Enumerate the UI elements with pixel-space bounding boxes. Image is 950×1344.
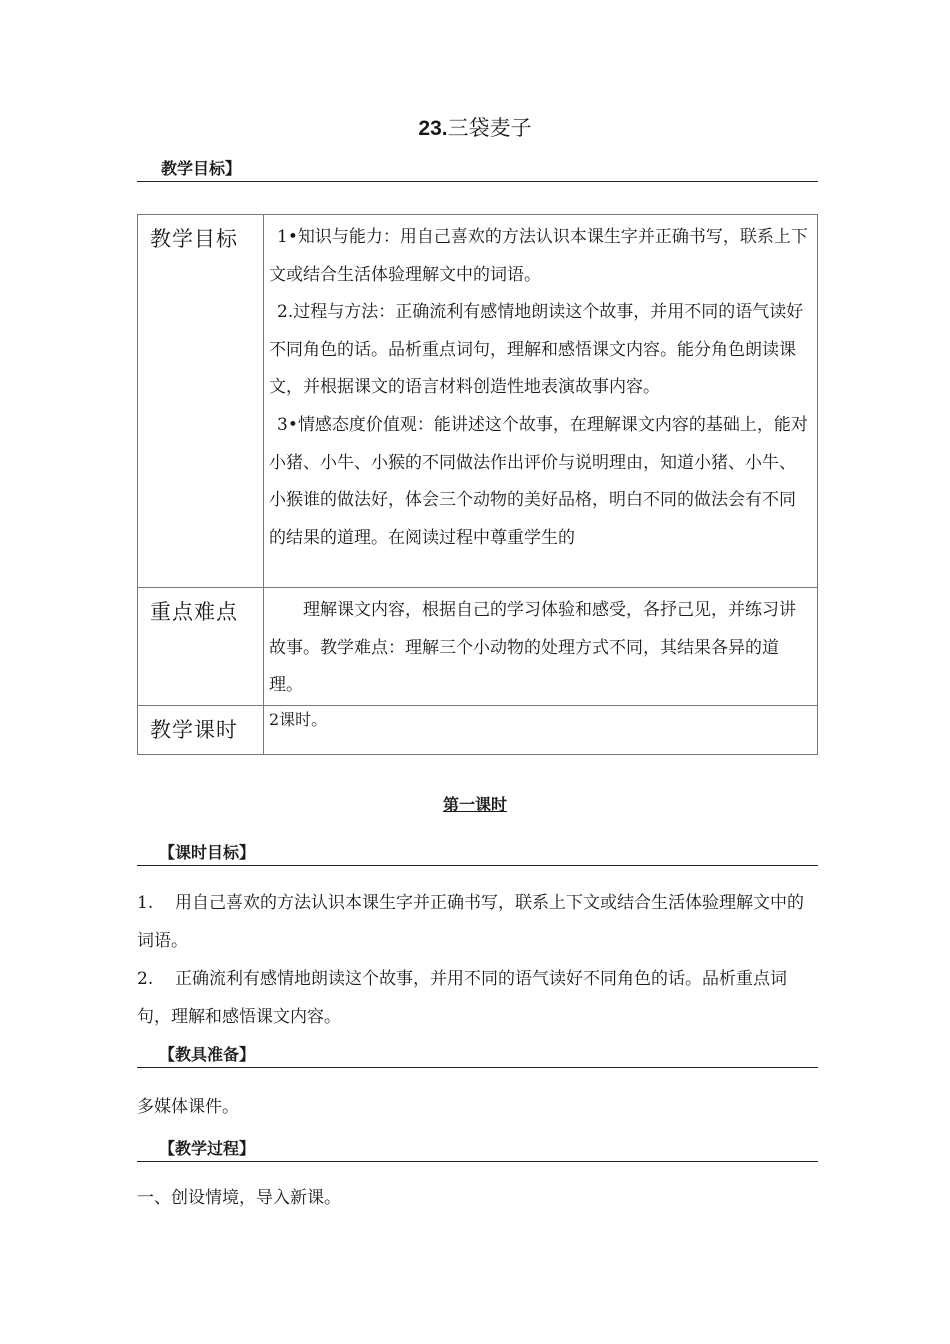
table-row-goals <box>138 215 818 588</box>
lesson-goal-2-text: 正确流利有感情地朗读这个故事，并用不同的语气读好不同角色的话。品析重点词句，理解和感悟课文内容。 <box>137 969 787 1027</box>
section-heading-goals: 教学目标】 <box>137 153 818 182</box>
process-step-1: 一、创设情境，导入新课。 <box>137 1188 341 1208</box>
row-label-periods: 教学课时 <box>138 705 264 754</box>
lesson-goal-2-num: 2. <box>137 969 154 989</box>
row-label-keypoints: 重点难点 <box>138 588 264 706</box>
document-title <box>0 112 950 142</box>
title-text: 三袋麦子 <box>447 116 532 140</box>
title-number: 23. <box>418 117 448 140</box>
row-body-periods <box>264 705 818 754</box>
goals-table <box>137 214 818 755</box>
table-row-keypoints <box>138 588 818 706</box>
goal-item-2: 2.过程与方法：正确流利有感情地朗读这个故事，并用不同的语气读好不同角色的话。品析重点词句，理解和感悟课文内容。能分角色朗读课文，并根据课文的语言材料创造性地表演故事内容。 <box>269 302 804 398</box>
lesson-title: 第一课时 <box>442 795 507 814</box>
section-heading-tools: 【教具准备】 <box>137 1039 818 1068</box>
table-row-periods <box>138 705 818 754</box>
goal-item-3: 3•情感态度价值观：能讲述这个故事，在理解课文内容的基础上，能对小猪、小牛、小猴的不同做法作出评价与说明理由，知道小猪、小牛、小猴谁的做法好，体会三个动物的美好品格，明白不同的做法会有不同的结果的道理。在阅读过程中尊重学生的 <box>269 414 808 548</box>
goal-item-1: 1•知识与能力：用自己喜欢的方法认识本课生字并正确书写，联系上下文或结合生活体验理解文中的词语。 <box>269 227 808 285</box>
row-label-goals: 教学目标 <box>138 215 264 588</box>
keypoints-text: 理解课文内容，根据自己的学习体验和感受，各抒己见，并练习讲故事。教学难点：理解三个小动物的处理方式不同，其结果各异的道理。 <box>269 600 796 696</box>
row-body-goals <box>264 215 818 588</box>
tools-text: 多媒体课件。 <box>137 1097 239 1117</box>
lesson-goal-1 <box>137 884 818 960</box>
lesson-goal-1-num: 1. <box>137 893 154 913</box>
lesson-goal-2 <box>137 960 818 1036</box>
section-heading-process: 【教学过程】 <box>137 1133 818 1162</box>
row-body-keypoints <box>264 588 818 706</box>
periods-text: 2课时。 <box>269 709 328 729</box>
lesson-goal-1-text: 用自己喜欢的方法认识本课生字并正确书写，联系上下文或结合生活体验理解文中的词语。 <box>137 893 804 951</box>
section-heading-lesson-goals: 【课时目标】 <box>137 837 818 866</box>
